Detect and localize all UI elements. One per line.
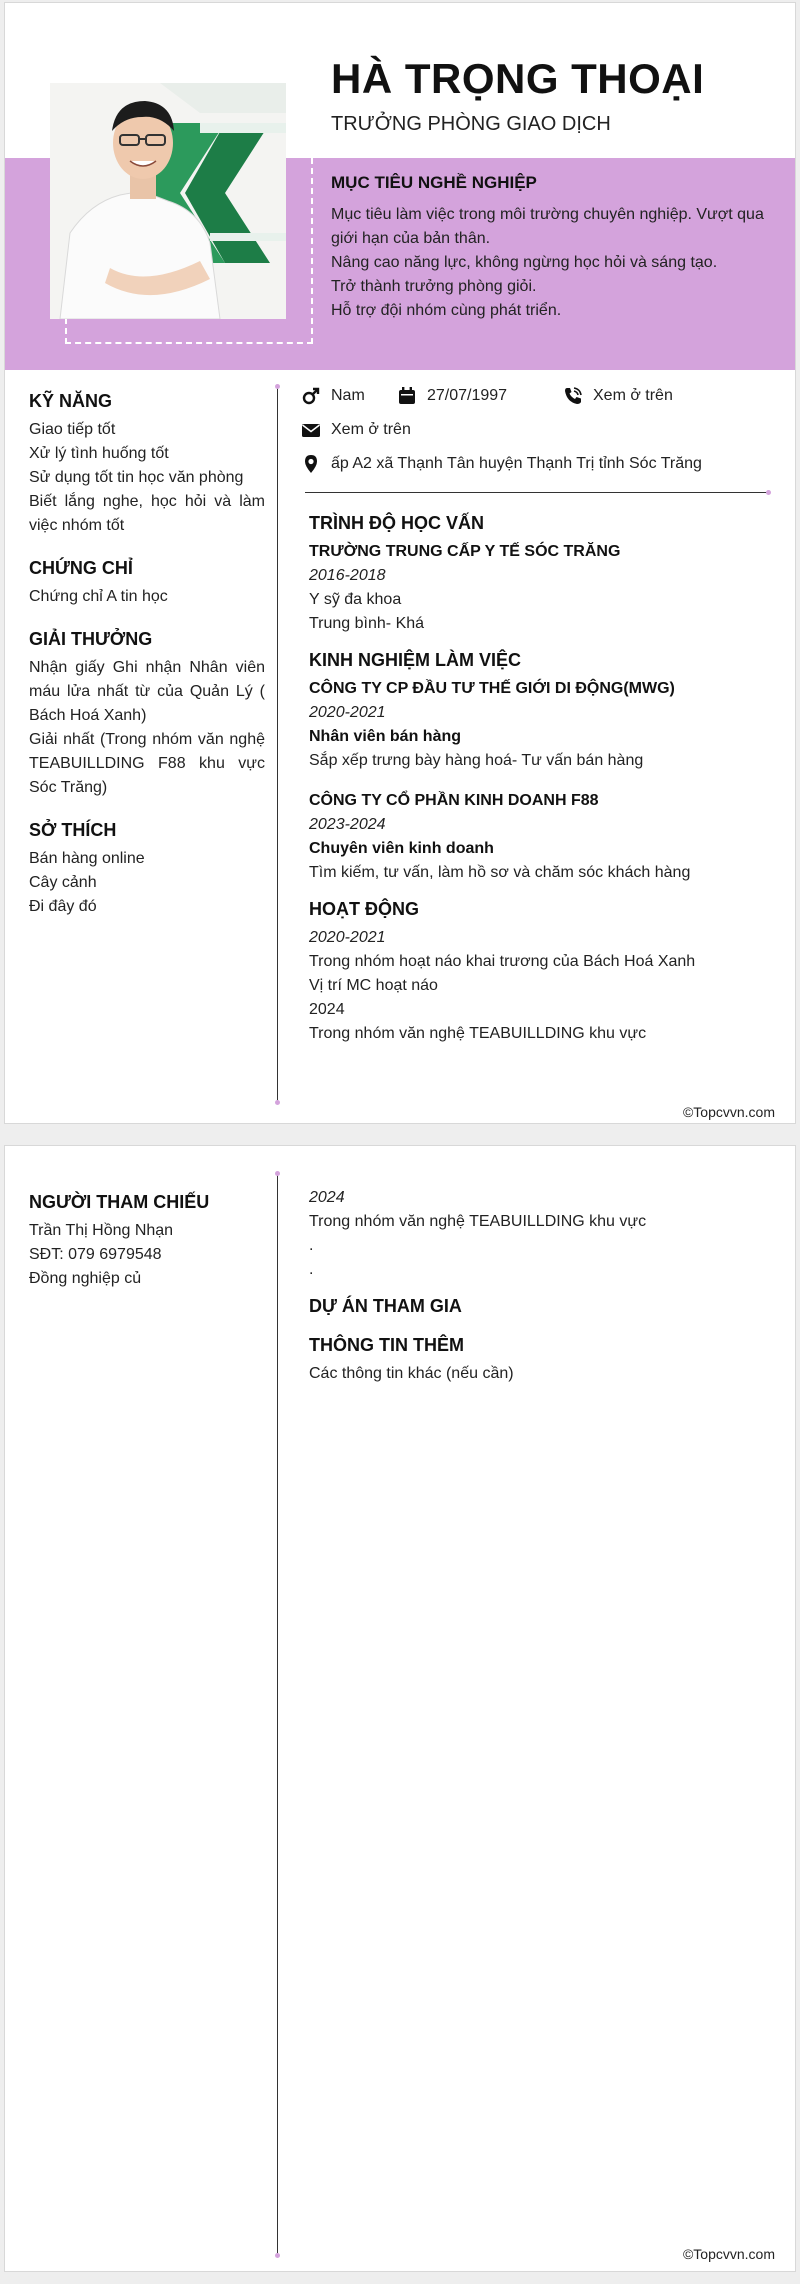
activity-dot-line: . bbox=[309, 1237, 314, 1254]
skills-section bbox=[29, 391, 265, 538]
activity-time: 2020-2021 bbox=[309, 929, 386, 946]
job-entry bbox=[309, 677, 779, 773]
cv-page-2 bbox=[4, 1145, 796, 2272]
activity-continued bbox=[309, 1186, 779, 1282]
profile-photo bbox=[50, 83, 286, 319]
envelope-icon bbox=[301, 420, 321, 440]
candidate-position: TRƯỞNG PHÒNG GIAO DỊCH bbox=[331, 113, 611, 135]
right-column bbox=[309, 1186, 779, 1400]
education-major: Y sỹ đa khoa bbox=[309, 591, 402, 608]
column-divider bbox=[277, 1174, 278, 2256]
projects-title: DỰ ÁN THAM GIA bbox=[309, 1296, 462, 1316]
footer-watermark: ©Topcvvn.com bbox=[682, 1104, 775, 1120]
hobbies-section bbox=[29, 820, 265, 919]
job-company: CÔNG TY CP ĐẦU TƯ THẾ GIỚI DI ĐỘNG(MWG) bbox=[309, 680, 675, 697]
job-role: Chuyên viên kinh doanh bbox=[309, 840, 494, 857]
contact-phone bbox=[563, 386, 673, 406]
hobby-item: Bán hàng online bbox=[29, 850, 145, 867]
cv-page-1 bbox=[4, 2, 796, 1124]
education-time: 2016-2018 bbox=[309, 567, 386, 584]
hobby-item: Cây cảnh bbox=[29, 874, 97, 891]
job-desc: Sắp xếp trưng bày hàng hoá- Tư vấn bán hàng bbox=[309, 752, 644, 769]
phone-icon bbox=[563, 386, 583, 406]
gender-icon bbox=[301, 386, 321, 406]
references-title: NGƯỜI THAM CHIẾU bbox=[29, 1192, 210, 1212]
activity-time-plain: 2024 bbox=[309, 1001, 345, 1018]
school-name: TRƯỜNG TRUNG CẤP Y TẾ SÓC TRĂNG bbox=[309, 543, 621, 560]
hobbies-title: SỞ THÍCH bbox=[29, 820, 117, 840]
education-grade: Trung bình- Khá bbox=[309, 615, 425, 632]
awards-section bbox=[29, 629, 265, 800]
experience-title: KINH NGHIỆM LÀM VIỆC bbox=[309, 650, 522, 670]
candidate-name: HÀ TRỌNG THOẠI bbox=[331, 55, 705, 102]
divider-dot bbox=[275, 2253, 280, 2258]
activities-section bbox=[309, 899, 779, 1046]
skill-item: Xử lý tình huống tốt bbox=[29, 445, 169, 462]
skill-item: Sử dụng tốt tin học văn phòng bbox=[29, 469, 244, 486]
contact-gender bbox=[301, 386, 365, 406]
activity-line: Trong nhóm văn nghệ TEABUILLDING khu vực bbox=[309, 1213, 647, 1230]
extra-info-title: THÔNG TIN THÊM bbox=[309, 1335, 464, 1355]
award-item: Giải nhất (Trong nhóm văn nghệ TEABUILLDING F88 khu vực Sóc Trăng) bbox=[29, 731, 265, 796]
contact-address bbox=[301, 454, 702, 474]
activity-line: Vị trí MC hoạt náo bbox=[309, 977, 438, 994]
objective-line: Hỗ trợ đội nhóm cùng phát triển. bbox=[331, 302, 562, 319]
calendar-icon bbox=[397, 386, 417, 406]
reference-name: Trần Thị Hồng Nhạn bbox=[29, 1222, 174, 1239]
job-role: Nhân viên bán hàng bbox=[309, 728, 462, 745]
divider-dot bbox=[275, 384, 280, 389]
objective-title: MỤC TIÊU NGHỀ NGHIỆP bbox=[331, 173, 537, 192]
awards-title: GIẢI THƯỞNG bbox=[29, 629, 153, 649]
skills-title: KỸ NĂNG bbox=[29, 391, 113, 411]
birthday-value: 27/07/1997 bbox=[427, 387, 508, 404]
activity-line: Trong nhóm văn nghệ TEABUILLDING khu vực bbox=[309, 1025, 647, 1042]
objective-line: Mục tiêu làm việc trong môi trường chuyên nghiệp. Vượt qua giới hạn của bản thân. bbox=[331, 206, 764, 247]
objective-line: Nâng cao năng lực, không ngừng học hỏi và sáng tạo. bbox=[331, 254, 718, 271]
experience-section bbox=[309, 650, 779, 885]
job-entry bbox=[309, 789, 779, 885]
activity-line: Trong nhóm hoạt náo khai trương của Bách Hoá Xanh bbox=[309, 953, 696, 970]
phone-value: Xem ở trên bbox=[593, 387, 673, 404]
email-value: Xem ở trên bbox=[331, 421, 411, 438]
address-value: ấp A2 xã Thạnh Tân huyện Thạnh Trị tỉnh Sóc Trăng bbox=[331, 455, 702, 472]
column-divider bbox=[277, 387, 278, 1103]
reference-phone: SĐT: 079 6979548 bbox=[29, 1246, 162, 1263]
hobby-item: Đi đây đó bbox=[29, 898, 97, 915]
activity-dot-line: . bbox=[309, 1261, 314, 1278]
activities-title: HOẠT ĐỘNG bbox=[309, 899, 419, 919]
skill-item: Giao tiếp tốt bbox=[29, 421, 116, 438]
gender-value: Nam bbox=[331, 387, 365, 404]
education-title: TRÌNH ĐỘ HỌC VẤN bbox=[309, 513, 484, 533]
certificates-section bbox=[29, 558, 265, 609]
right-column bbox=[309, 513, 779, 1060]
left-column bbox=[29, 391, 265, 939]
divider-dot bbox=[766, 490, 771, 495]
career-objective bbox=[331, 173, 791, 323]
divider-dot bbox=[275, 1100, 280, 1105]
left-column bbox=[29, 1192, 265, 1311]
map-pin-icon bbox=[301, 454, 321, 474]
references-section bbox=[29, 1192, 265, 1291]
projects-section bbox=[309, 1296, 779, 1317]
divider-dot bbox=[275, 1171, 280, 1176]
job-desc: Tìm kiếm, tư vấn, làm hồ sơ và chăm sóc khách hàng bbox=[309, 864, 691, 881]
contact-email bbox=[301, 420, 411, 440]
footer-watermark: ©Topcvvn.com bbox=[682, 2246, 775, 2262]
award-item: Nhận giấy Ghi nhận Nhân viên máu lửa nhất từ của Quản Lý ( Bách Hoá Xanh) bbox=[29, 659, 265, 724]
contact-divider bbox=[305, 492, 769, 493]
objective-line: Trở thành trưởng phòng giỏi. bbox=[331, 278, 537, 295]
activity-time: 2024 bbox=[309, 1189, 345, 1206]
contact-birthday bbox=[397, 386, 507, 406]
reference-relation: Đồng nghiệp củ bbox=[29, 1270, 142, 1287]
extra-info-section bbox=[309, 1335, 779, 1386]
job-time: 2023-2024 bbox=[309, 816, 386, 833]
extra-info-text: Các thông tin khác (nếu cần) bbox=[309, 1365, 514, 1382]
certificate-item: Chứng chỉ A tin học bbox=[29, 588, 168, 605]
certificates-title: CHỨNG CHỈ bbox=[29, 558, 133, 578]
job-time: 2020-2021 bbox=[309, 704, 386, 721]
skill-item: Biết lắng nghe, học hỏi và làm việc nhóm tốt bbox=[29, 493, 265, 534]
job-company: CÔNG TY CỔ PHẦN KINH DOANH F88 bbox=[309, 792, 599, 809]
education-section bbox=[309, 513, 779, 636]
